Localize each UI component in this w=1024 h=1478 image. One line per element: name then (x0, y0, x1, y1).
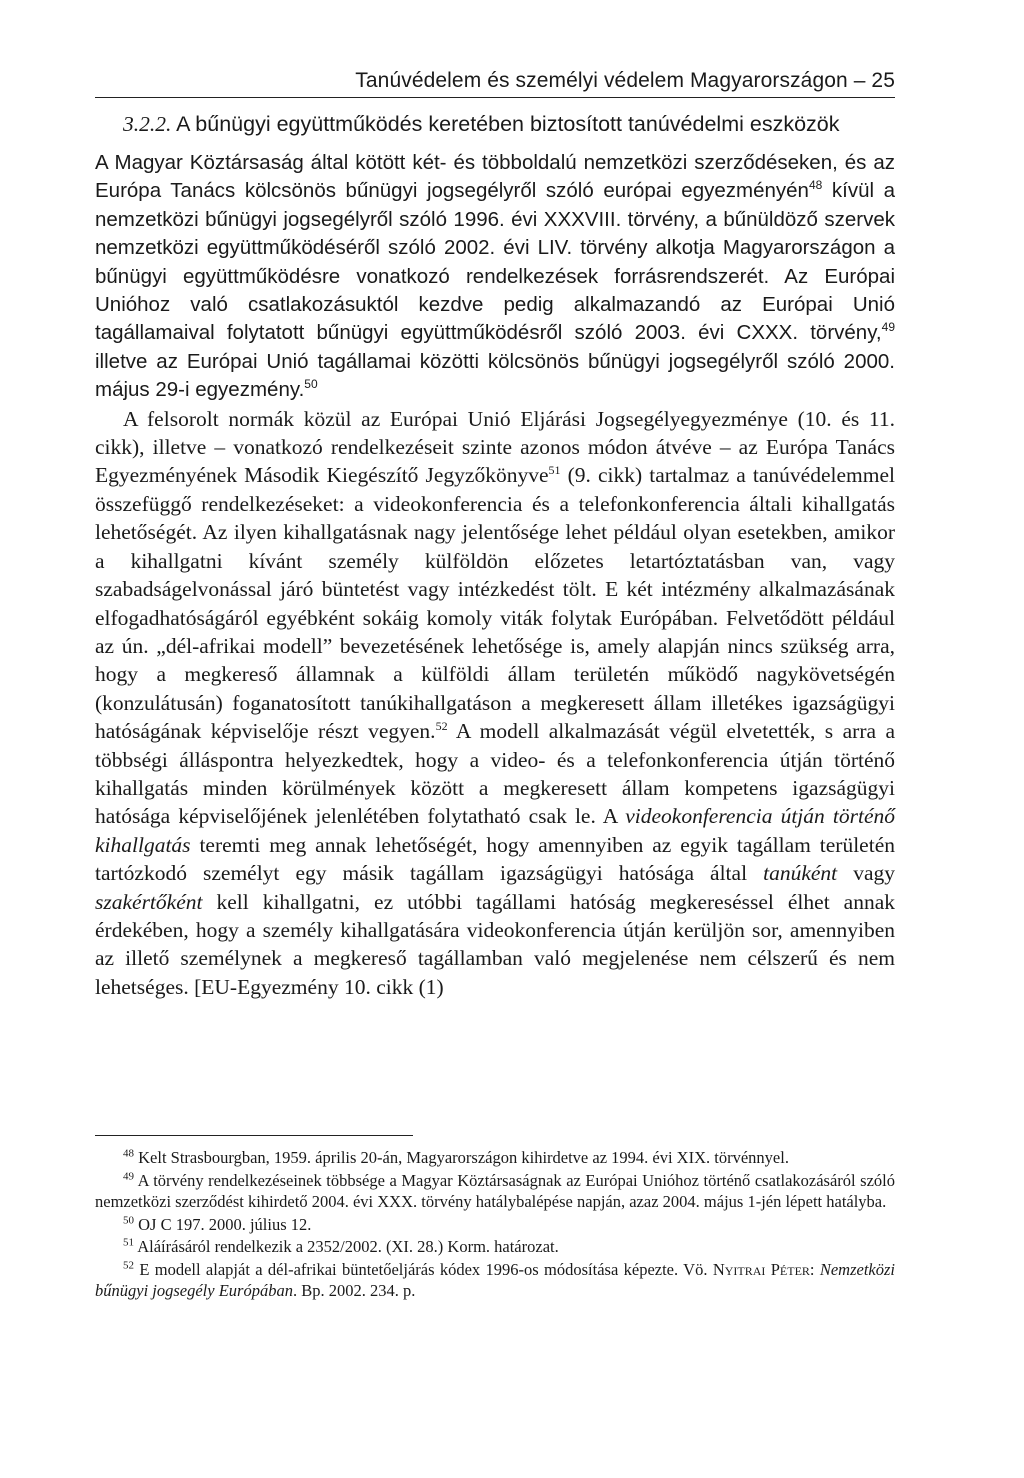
footnote-ref-51[interactable]: 51 (548, 463, 561, 478)
paragraph-2-text-e: vagy (837, 861, 895, 886)
paragraph-2-text-c: A modell alkalmazását végül elvetették, s arra a többségi álláspontra helyezkedtek, hogy a video- és a telefonkonferencia útján történő kihallgatás minden körülmények között a megkeresett állam kompetens igazságügyi hatósága képviselőjének jelenlétében folytatható csak le. A (95, 719, 896, 829)
footnote-number: 48 (123, 1147, 134, 1160)
section-title: A bűnügyi együttműködés keretében biztosított tanúvédelmi eszközök (176, 112, 840, 136)
section-number: 3.2.2. (123, 112, 172, 136)
footnote-50 (95, 1214, 895, 1236)
footnote-text: Aláírásáról rendelkezik a 2352/2002. (XI. 28.) Korm. határozat. (134, 1237, 559, 1256)
footnote-text: A törvény rendelkezéseinek többsége a Magyar Köztársaságnak az Európai Unióhoz történő csatlakozásáról szóló nemzetközi szerződést kihirdető 2004. évi XXX. törvény hatálybalépése napján, azaz 2004. május 1-jén lépett hatályba. (95, 1170, 895, 1211)
citation-title: Nemzetközi bűnügyi jogsegély Európában (95, 1259, 895, 1300)
footnote-ref-52[interactable]: 52 (435, 718, 448, 733)
emphasis-videoconference: videokonferencia útján történő kihallgatás (95, 804, 895, 857)
paragraph-2-text-a: A felsorolt normák közül az Európai Unió Eljárási Jogsegélyegyezménye (10. és 11. cikk), illetve – vonatkozó rendelkezéseit szinte azonos módon átvéve – az Európa Tanács Egyezményének Második Kiegészítő Jegyzőkönyve (95, 406, 895, 488)
footnote-text: OJ C 197. 2000. július 12. (134, 1214, 312, 1234)
paragraph-2 (95, 405, 895, 1002)
footnote-51 (95, 1236, 895, 1258)
footnote-number: 52 (123, 1259, 134, 1271)
footnote-number: 50 (123, 1214, 134, 1226)
paragraph-1-text-c: illetve az Európai Unió tagállamai közötti kölcsönös bűnügyi jogsegélyről szóló 2000. május 29-i egyezmény. (95, 349, 895, 402)
footnote-52 (95, 1259, 895, 1302)
footnote-text: Kelt Strasbourgban, 1959. április 20-án, Magyarországon kihirdetve az 1994. évi XIX. törvénnyel. (134, 1148, 789, 1167)
citation-separator: : (809, 1259, 820, 1279)
footnote-48 (95, 1147, 895, 1169)
emphasis-expert: szakértőként (95, 889, 203, 914)
paragraph-2-text-d: teremti meg annak lehetőségét, hogy amennyiben az egyik tagállam területén tartózkodó személyt egy másik tagállam igazságügyi hatósága által (95, 832, 895, 886)
paragraph-2-text-b: (9. cikk) tartalmaz a tanúvédelemmel összefüggő rendelkezéseket: a videokonferencia és a telefonkonferencia általi kihallgatás lehetőségét. Az ilyen kihallgatásnak nagy jelentősége lehet például olyan esetekben, amikor a kihallgatni kívánt személy külföldön előzetes letartóztatásban van, vagy szabadságelvonással járó büntetést vagy intézkedést tölt. E két intézmény alkalmazásának elfogadhatóságáról egyébként sokáig komoly viták folytak Európában. Felvetődött például az ún. „dél-afrikai modell” bevezetésének lehetősége is, amely alapján nincs szükség arra, hogy a megkereső államnak a külföldi állam területén működő nagykövetségén (konzulátusán) foganatosított tanúkihallgatáson a megkeresett állam illetékes igazságügyi hatóságának képviselője részt vegyen. (95, 463, 895, 744)
emphasis-witness: tanúként (763, 861, 838, 886)
footnote-number: 49 (123, 1170, 134, 1182)
footnote-text: E modell alapját a dél-afrikai büntetőeljárás kódex 1996-os módosítása képezte. Vö. (134, 1259, 713, 1279)
paragraph-1-text-a: A Magyar Köztársaság által kötött két- és többoldalú nemzetközi szerződéseken, és az Európa Tanács kölcsönös bűnügyi jogsegélyről szóló európai egyezményén (95, 151, 895, 203)
footnote-ref-50[interactable]: 50 (304, 377, 318, 392)
section-heading (123, 112, 839, 137)
footnote-ref-49[interactable]: 49 (881, 320, 895, 335)
footnote-number: 51 (123, 1236, 134, 1249)
footnote-separator (95, 1135, 413, 1136)
running-title: Tanúvédelem és személyi védelem Magyarországon – 25 (355, 69, 895, 92)
running-header (95, 67, 895, 98)
citation-author: Nyitrai Péter (712, 1259, 810, 1279)
paragraph-1-text-b: kívül a nemzetközi bűnügyi jogsegélyről szóló 1996. évi XXXVIII. törvény, a bűnüldöző szervek nemzetközi együttműködéséről szóló 2002. évi LIV. törvény alkotja Magyarországon a bűnügyi együttműködésre vonatkozó rendelkezések forrásrendszerét. Az Európai Unióhoz való csatlakozásuktól kezdve pedig alkalmazandó az Európai Unió tagállamaival folytatott bűnügyi együttműködésről szóló 2003. évi CXXX. törvény, (95, 179, 895, 345)
footnote-49 (95, 1170, 895, 1213)
paragraph-2-text-f: kell kihallgatni, ez utóbbi tagállami hatóság megkereséssel élhet annak érdekében, hogy a személy kihallgatására videokonferencia útján kerüljön sor, amennyiben az illető személynek a megkereső tagállamban való megjelenése nem célszerű és nem lehetséges. [EU-Egyezmény 10. cikk (1) (95, 889, 895, 999)
citation-details: . Bp. 2002. 234. p. (292, 1281, 416, 1300)
body-text (95, 149, 895, 1001)
footnotes (95, 1147, 895, 1303)
footnote-ref-48[interactable]: 48 (808, 178, 823, 193)
paragraph-1 (95, 149, 895, 405)
